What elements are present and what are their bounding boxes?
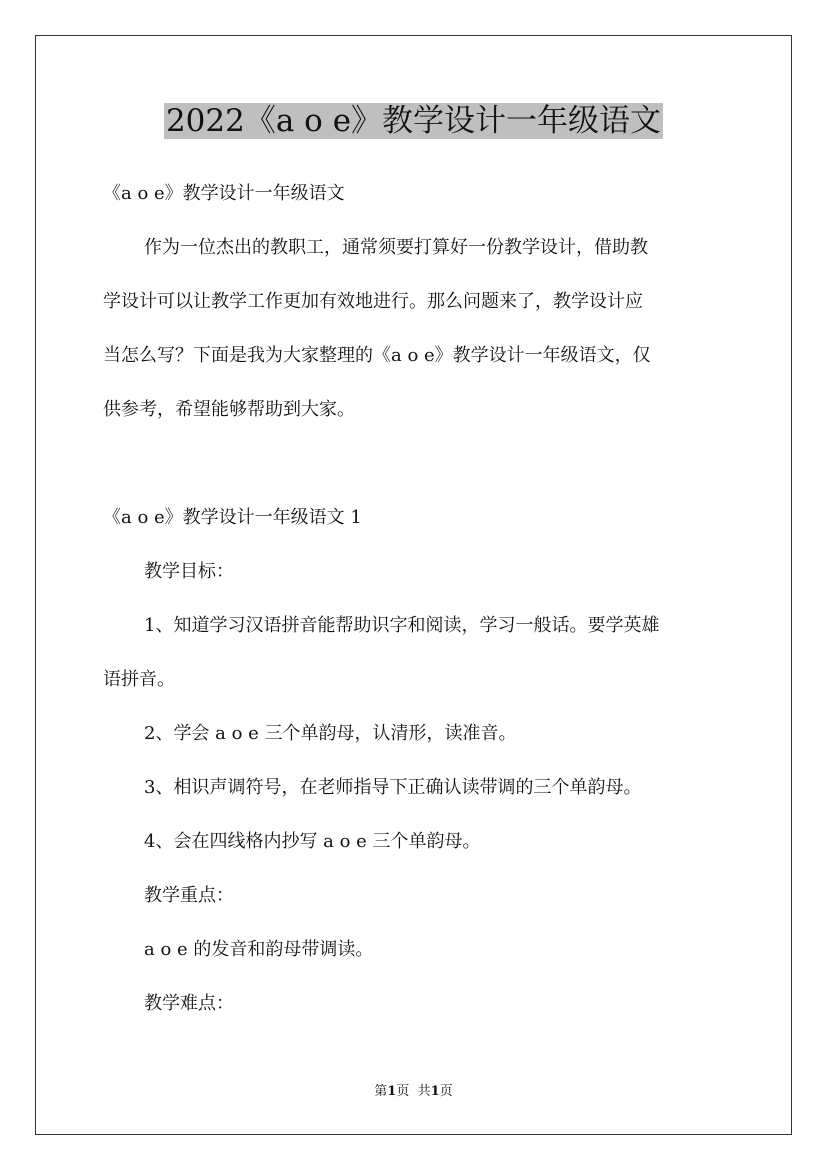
intro-paragraph-line-4: 供参考，希望能够帮助到大家。 <box>103 399 355 420</box>
intro-paragraph-line-3: 当怎么写？下面是我为大家整理的《a o e》教学设计一年级语文，仅 <box>103 345 651 366</box>
intro-heading: 《a o e》教学设计一年级语文 <box>103 183 345 204</box>
teaching-goals-label: 教学目标： <box>144 561 234 582</box>
key-points-text: a o e 的发音和韵母带调读。 <box>144 939 374 960</box>
footer-page-suffix: 页 <box>396 1084 410 1099</box>
footer-page-prefix: 第 <box>374 1084 388 1099</box>
footer-total-suffix: 页 <box>439 1084 453 1099</box>
footer-page-number: 1 <box>387 1084 397 1099</box>
footer-total-prefix: 共 <box>417 1084 431 1099</box>
page-footer <box>0 1083 827 1101</box>
document-title <box>0 100 827 142</box>
goal-3: 3、相识声调符号，在老师指导下正确认读带调的三个单韵母。 <box>144 777 642 798</box>
goal-2: 2、学会 a o e 三个单韵母，认清形，读准音。 <box>144 723 517 744</box>
goal-1-line-1: 1、知道学习汉语拼音能帮助识字和阅读，学习一般话。要学英雄 <box>144 615 660 636</box>
goal-4: 4、会在四线格内抄写 a o e 三个单韵母。 <box>144 831 481 852</box>
key-points-label: 教学重点： <box>144 885 234 906</box>
footer-total-number: 1 <box>430 1084 440 1099</box>
section-heading-1: 《a o e》教学设计一年级语文 1 <box>103 507 362 528</box>
intro-paragraph-line-1: 作为一位杰出的教职工，通常须要打算好一份教学设计，借助教 <box>144 237 648 258</box>
intro-paragraph-line-2: 学设计可以让教学工作更加有效地进行。那么问题来了，教学设计应 <box>103 291 643 312</box>
goal-1-line-2: 语拼音。 <box>103 669 175 690</box>
difficulties-label: 教学难点： <box>144 993 234 1014</box>
document-title-text: 2022《a o e》教学设计一年级语文 <box>165 103 662 139</box>
